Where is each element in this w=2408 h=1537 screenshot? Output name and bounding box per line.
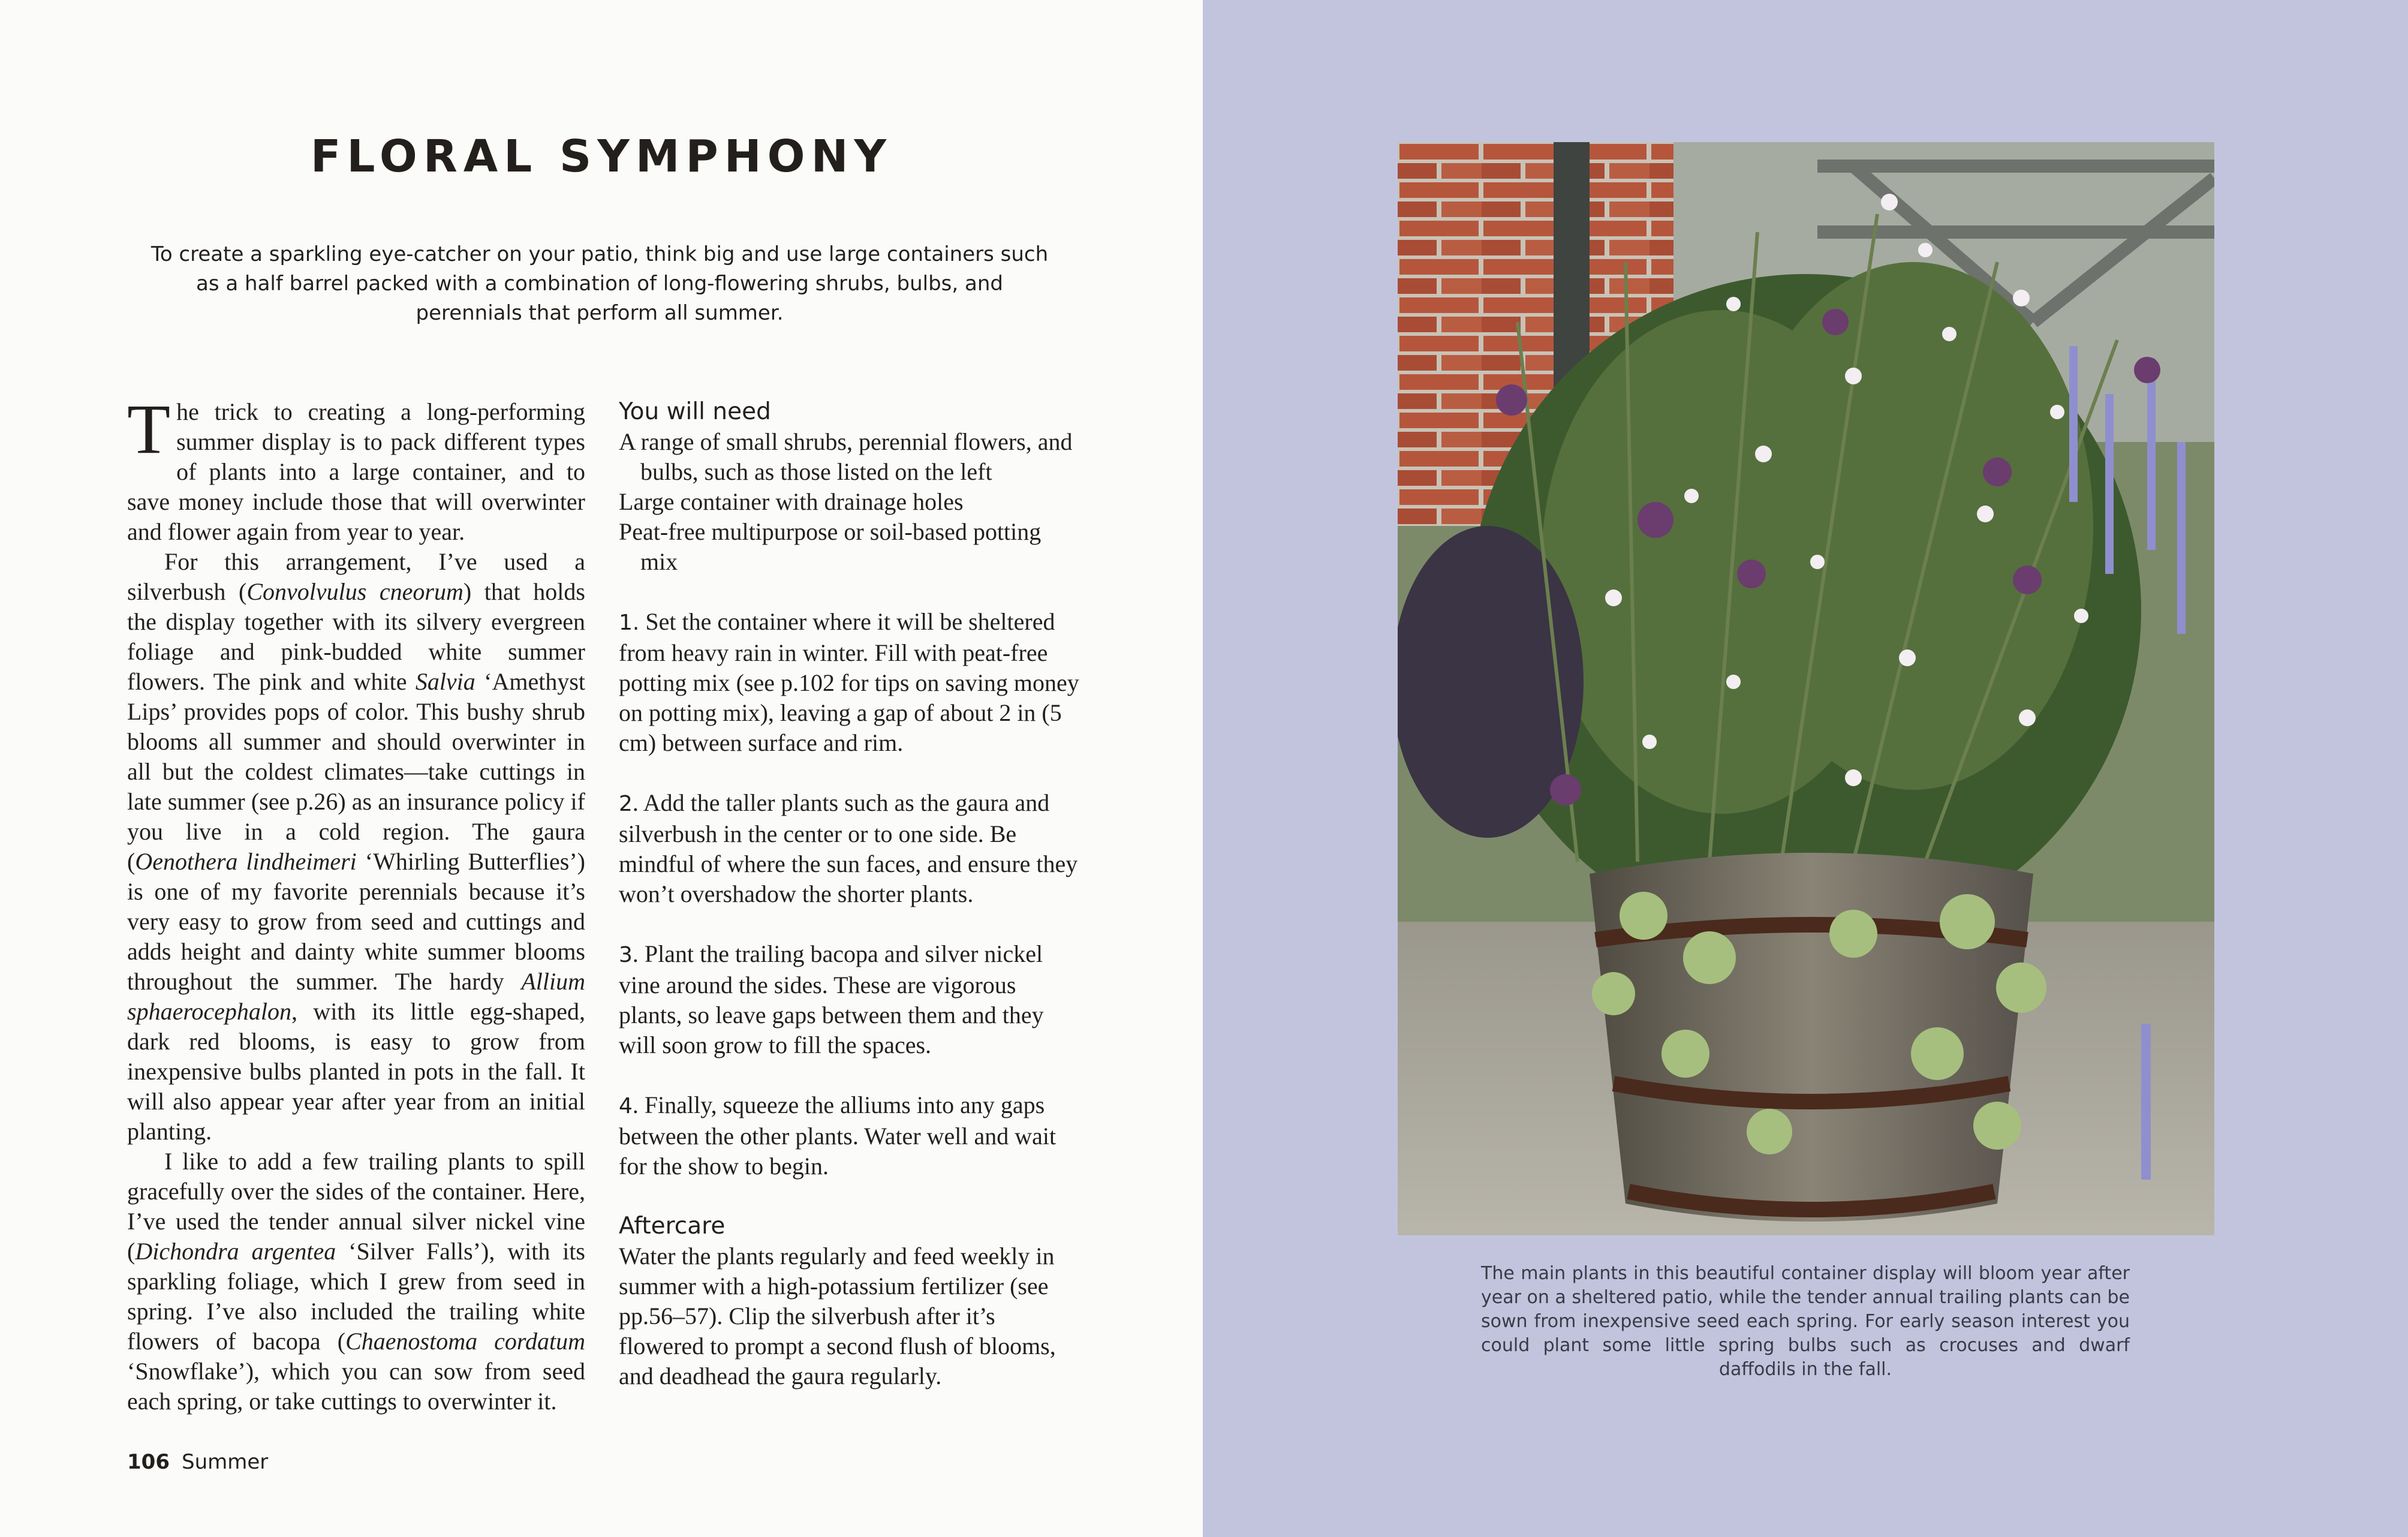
body-paragraph-2: For this arrangement, I’ve used a silverbush (Convolvulus cneorum) that holds the display together with its silvery evergreen foliage and pink-budded white summer flowers. The pink and white Salvia ‘Amethyst Lips’ provides pops of color. This bushy shrub blooms all summer and should overwinter in all but the coldest climates—take cuttings in late summer (see p.26) as an insurance policy if you live in a cold region. The gaura (Oenothera lindheimeri ‘Whirling Butterflies’) is one of my favorite perennials because it’s very easy to grow from seed and cuttings and adds height and dainty white summer blooms throughout the summer. The hardy Allium sphaerocephalon, with its little egg-shaped, dark red blooms, is easy to grow from inexpensive bulbs planted in pots in the fall. It will also appear year after year from an initial planting. (127, 548, 585, 1145)
section-name: Summer (181, 1450, 269, 1474)
barrel-planter-illustration (1398, 142, 2214, 1235)
step-3: 3. Plant the trailing bacopa and silver nickel vine around the sides. These are vigorous plants, so leave gaps between them and they will soon grow to fill the spaces. (619, 940, 1044, 1058)
step-1: 1. Set the container where it will be sheltered from heavy rain in winter. Fill with peat-free potting mix (see p.102 for tips on saving money on potting mix), leaving a gap of about 2 in (5 cm) between surface and rim. (619, 608, 1079, 756)
drop-cap: T (127, 390, 171, 468)
aftercare-text: Water the plants regularly and feed weekly in summer with a high-potassium fertilizer (see pp.56–57). Clip the silverbush after it’s flowered to prompt a second flush of blooms, and deadhead the gaura regularly. (619, 1243, 1056, 1389)
plant-photo (1398, 142, 2214, 1235)
left-page (0, 0, 1203, 1537)
intro-paragraph: To create a sparkling eye-catcher on your patio, think big and use large containers such as a half barrel packed with a combination of long-flowering shrubs, bulbs, and perennials that perform all summer. (150, 242, 1049, 325)
materials-list (619, 427, 1082, 577)
list-item: Large container with drainage holes (619, 488, 964, 515)
step-number: 3 (619, 943, 633, 967)
body-column-right (619, 397, 1082, 1391)
you-will-need-heading: You will need (619, 398, 771, 425)
body-paragraph-1: The trick to creating a long-performing summer display is to pack different types of plants into a large container, and to save money include those that will overwinter and flower again from year to year. (127, 390, 585, 545)
step-number: 4 (619, 1094, 633, 1118)
page-footer (127, 1450, 268, 1474)
step-4: 4. Finally, squeeze the alliums into any gaps between the other plants. Water well and wait for the show to begin. (619, 1091, 1056, 1180)
page-number: 106 (127, 1450, 170, 1474)
page-title: FLORAL SYMPHONY (310, 131, 893, 182)
aftercare-heading: Aftercare (619, 1213, 726, 1240)
body-paragraph-3: I like to add a few trailing plants to spill gracefully over the sides of the container. Here, I’ve used the tender annual silver nickel vine (Dichondra argentea ‘Silver Falls’), with its sparkling foliage, which I grew from seed in spring. I’ve also included the trailing white flowers of bacopa (Chaenostoma cordatum ‘Snowflake’), which you can sow from seed each spring, or take cuttings to overwinter it. (127, 1148, 585, 1415)
photo-caption: The main plants in this beautiful container display will bloom year after year on a sheltered patio, while the tender annual trailing plants can be sown from inexpensive seed each spring. For early season interest you could plant some little spring bulbs such as crocuses and dwarf daffodils in the fall. (1481, 1263, 2130, 1380)
list-item: Peat-free multipurpose or soil-based potting mix (619, 518, 1042, 575)
step-2: 2. Add the taller plants such as the gaura and silverbush in the center or to one side. Be mindful of where the sun faces, and ensure they won’t overshadow the shorter plants. (619, 789, 1078, 907)
step-number: 2 (619, 792, 633, 816)
list-item: A range of small shrubs, perennial flowers, and bulbs, such as those listed on the left (619, 428, 1073, 485)
step-number: 1. (619, 610, 640, 635)
body-column-left (127, 390, 585, 1416)
